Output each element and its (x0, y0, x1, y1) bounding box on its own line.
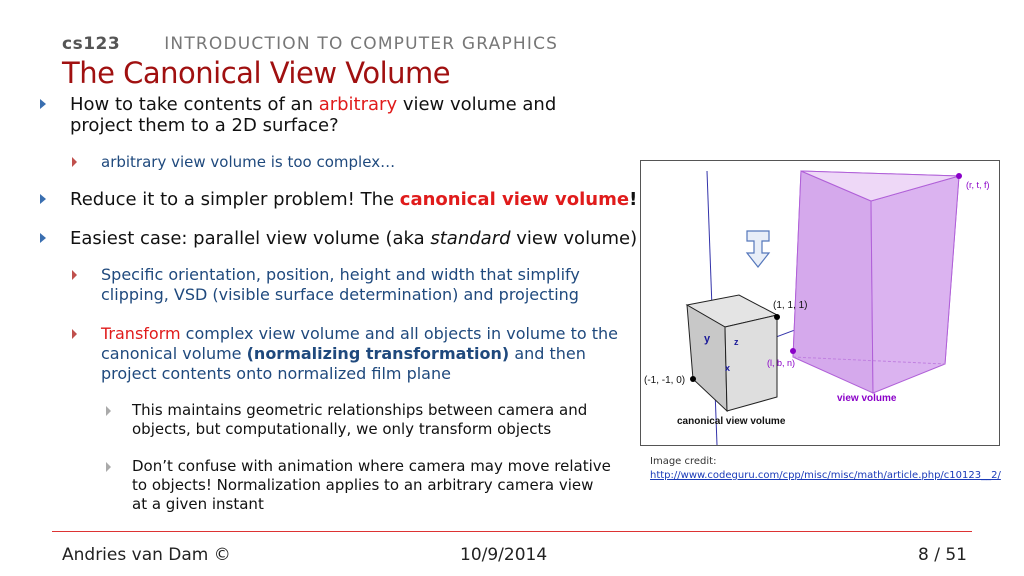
bullet-1-sub: arbitrary view volume is too complex… (101, 153, 396, 171)
bullet-1-text-b: view volume and project them to a 2D surface? (70, 94, 557, 136)
view-volume-front-face (871, 176, 959, 393)
footer-author: Andries van Dam © (62, 545, 231, 565)
point-lbn (790, 348, 796, 354)
down-arrow-icon (747, 231, 769, 267)
axis-label-x: x (725, 363, 731, 373)
footer-divider (52, 531, 972, 532)
axis-label-z: z (734, 337, 739, 347)
footer-page-number: 8 / 51 (918, 545, 967, 565)
image-credit-link[interactable]: http://www.codeguru.com/cpp/misc/misc/math/article.php/c10123__2/ (650, 470, 1001, 481)
axis-label-y: y (704, 333, 711, 345)
bullet-3-sub-2-sub-1: This maintains geometric relationships between camera and objects, but computationally, we only transform objects (132, 401, 588, 438)
label-rtf: (r, t, f) (966, 180, 990, 190)
bullet-1 (70, 94, 600, 136)
label-m1m10: (-1, -1, 0) (644, 375, 686, 386)
sub-bullet-arrow-icon (72, 270, 77, 280)
course-header (62, 34, 558, 54)
view-volume-figure (640, 160, 1000, 446)
label-111: (1, 1, 1) (773, 300, 808, 311)
sub-bullet-arrow-icon (72, 157, 77, 167)
bullet-3 (70, 228, 640, 249)
label-view-volume: view volume (837, 393, 897, 404)
course-code: cs123 (62, 34, 121, 54)
bullet-3-italic: standard (430, 228, 511, 249)
bullet-3-sub-2-bold: (normalizing transformation) (246, 344, 510, 363)
course-name: INTRODUCTION TO COMPUTER GRAPHICS (164, 34, 559, 54)
label-canonical-view-volume: canonical view volume (677, 416, 786, 427)
bullet-3-sub-2-text-b: and then project contents onto normalized film plane (101, 344, 586, 383)
bullet-3-text-b: view volume) (510, 228, 638, 249)
bullet-2-text-a: Reduce it to a simpler problem! The (70, 189, 400, 210)
view-volume-diagram (641, 161, 999, 445)
point-rtf (956, 173, 962, 179)
bullet-3-sub-1: Specific orientation, position, height and width that simplify clipping, VSD (visible surface determination) and projecting (101, 265, 580, 304)
bullet-arrow-icon (40, 233, 46, 243)
footer-date: 10/9/2014 (460, 545, 548, 565)
slide-title: The Canonical View Volume (62, 56, 451, 90)
bullet-1-text-a: How to take contents of an (70, 94, 319, 115)
bullet-3-text-a: Easiest case: parallel view volume (aka (70, 228, 431, 249)
bullet-2-highlight: canonical view volume (399, 189, 630, 210)
image-credit-label: Image credit: (650, 456, 717, 467)
bullet-1-highlight: arbitrary (318, 94, 398, 115)
sub-sub-bullet-arrow-icon (106, 462, 111, 472)
bullet-arrow-icon (40, 194, 46, 204)
label-lbn: (l, b, n) (767, 358, 796, 368)
bullet-arrow-icon (40, 99, 46, 109)
view-volume-side-face (793, 171, 873, 393)
bullet-3-sub-2-text-a: complex view volume and all objects in volume to the canonical volume (101, 324, 618, 363)
bullet-2 (70, 189, 640, 210)
bullet-3-sub-2-sub-2: Don’t confuse with animation where camera may move relative to objects! Normalization applies to an arbitrary camera view at a given instant (132, 457, 611, 513)
point-111 (774, 314, 780, 320)
sub-sub-bullet-arrow-icon (106, 406, 111, 416)
sub-bullet-arrow-icon (72, 329, 77, 339)
bullet-2-text-b: ! (629, 189, 638, 210)
bullet-3-sub-2 (101, 324, 636, 384)
point-m1m10 (690, 376, 696, 382)
bullet-3-sub-2-highlight: Transform (101, 324, 181, 343)
